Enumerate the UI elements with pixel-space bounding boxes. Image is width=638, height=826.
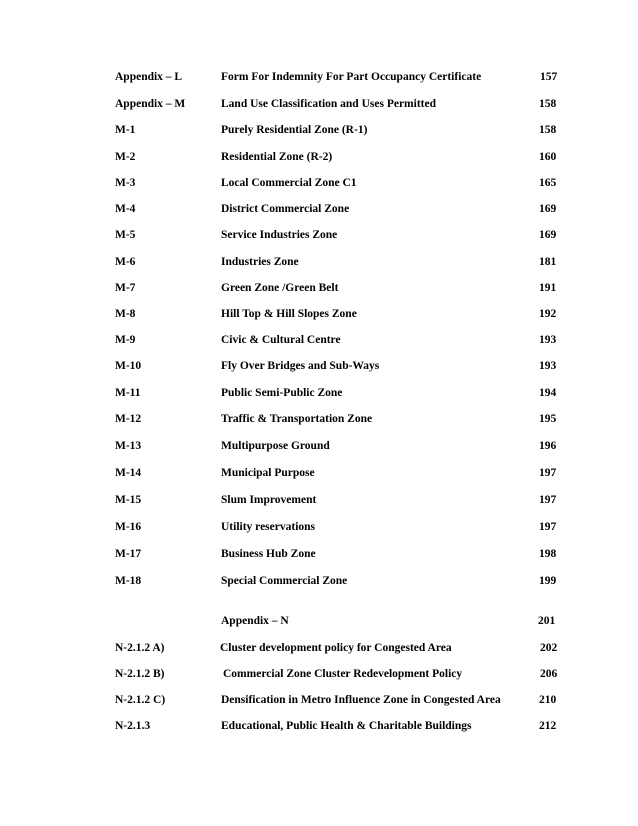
toc-code: N-2.1.2 A) (115, 642, 165, 654)
toc-row (0, 306, 638, 322)
toc-title: Industries Zone (221, 256, 299, 268)
toc-code: M-17 (115, 548, 142, 560)
toc-title: Multipurpose Ground (221, 440, 330, 452)
toc-page-number: 158 (539, 124, 557, 136)
toc-title: Hill Top & Hill Slopes Zone (221, 308, 357, 320)
toc-code: M-4 (115, 203, 136, 215)
toc-code: M-5 (115, 229, 136, 241)
toc-row (0, 385, 638, 401)
toc-title: Cluster development policy for Congested Area (220, 642, 452, 654)
toc-row (0, 692, 638, 708)
toc-row (0, 411, 638, 427)
toc-page-number: 206 (540, 668, 558, 680)
toc-row (0, 175, 638, 191)
toc-code: M-7 (115, 282, 136, 294)
toc-page-number: 160 (539, 151, 557, 163)
toc-row (0, 519, 638, 535)
toc-code: M-6 (115, 256, 136, 268)
toc-row (0, 358, 638, 374)
toc-code: M-10 (115, 360, 142, 372)
toc-row (0, 666, 638, 682)
toc-row (0, 438, 638, 454)
toc-page-number: 158 (539, 98, 557, 110)
toc-row (0, 96, 638, 112)
toc-title: Form For Indemnity For Part Occupancy Certificate (221, 71, 482, 83)
toc-code: N-2.1.2 C) (115, 694, 166, 706)
toc-code: M-13 (115, 440, 142, 452)
toc-row-appendix-heading (0, 613, 638, 629)
toc-page-number: 197 (539, 467, 557, 479)
toc-code: M-3 (115, 177, 136, 189)
toc-row (0, 201, 638, 217)
toc-page-number: 193 (539, 360, 557, 372)
toc-page-number: 194 (539, 387, 557, 399)
toc-title: Residential Zone (R-2) (221, 151, 333, 163)
toc-page-number: 192 (539, 308, 557, 320)
toc-code: N-2.1.2 B) (115, 668, 165, 680)
toc-page-number: 201 (538, 615, 556, 627)
toc-page-number: 157 (540, 71, 558, 83)
toc-page-number: 197 (539, 494, 557, 506)
toc-page-number: 202 (540, 642, 558, 654)
toc-title: Appendix – N (221, 615, 289, 627)
toc-code: M-12 (115, 413, 142, 425)
toc-title: Utility reservations (221, 521, 316, 533)
toc-row (0, 227, 638, 243)
toc-title: Purely Residential Zone (R-1) (221, 124, 368, 136)
toc-code: Appendix – L (115, 71, 183, 83)
toc-page-number: 165 (539, 177, 557, 189)
toc-row (0, 718, 638, 734)
toc-code: M-18 (115, 575, 142, 587)
toc-title: Commercial Zone Cluster Redevelopment Policy (223, 668, 463, 680)
toc-code: M-16 (115, 521, 142, 533)
toc-code: Appendix – M (115, 98, 186, 110)
toc-row (0, 69, 638, 85)
toc-title: Civic & Cultural Centre (221, 334, 341, 346)
toc-page-number: 199 (539, 575, 557, 587)
toc-title: Land Use Classification and Uses Permitted (221, 98, 436, 110)
toc-page-number: 210 (539, 694, 557, 706)
toc-page-number: 212 (539, 720, 557, 732)
toc-title: Slum Improvement (221, 494, 317, 506)
toc-title: District Commercial Zone (221, 203, 350, 215)
toc-title: Densification in Metro Influence Zone in Congested Area (221, 694, 501, 706)
toc-row (0, 149, 638, 165)
toc-title: Municipal Purpose (221, 467, 315, 479)
toc-title: Educational, Public Health & Charitable Buildings (221, 720, 472, 732)
toc-code: N-2.1.3 (115, 720, 151, 732)
toc-code: M-9 (115, 334, 136, 346)
toc-page-number: 169 (539, 229, 557, 241)
toc-code: M-15 (115, 494, 142, 506)
toc-row (0, 254, 638, 270)
toc-code: M-1 (115, 124, 136, 136)
toc-page-number: 193 (539, 334, 557, 346)
toc-title: Special Commercial Zone (221, 575, 348, 587)
toc-row (0, 546, 638, 562)
toc-title: Traffic & Transportation Zone (221, 413, 373, 425)
toc-title: Fly Over Bridges and Sub-Ways (221, 360, 380, 372)
toc-code: M-11 (115, 387, 141, 399)
toc-row (0, 465, 638, 481)
toc-page-number: 195 (539, 413, 557, 425)
toc-page-number: 197 (539, 521, 557, 533)
toc-code: M-2 (115, 151, 136, 163)
toc-title: Local Commercial Zone C1 (221, 177, 357, 189)
toc-page-number: 181 (539, 256, 557, 268)
toc-title: Public Semi-Public Zone (221, 387, 343, 399)
toc-title: Green Zone /Green Belt (221, 282, 339, 294)
toc-row (0, 640, 638, 656)
toc-row (0, 492, 638, 508)
toc-page-number: 169 (539, 203, 557, 215)
toc-code: M-8 (115, 308, 136, 320)
toc-row (0, 122, 638, 138)
toc-page-number: 191 (539, 282, 557, 294)
toc-row (0, 573, 638, 589)
toc-page-number: 196 (539, 440, 557, 452)
toc-title: Service Industries Zone (221, 229, 338, 241)
toc-page-number: 198 (539, 548, 557, 560)
toc-title: Business Hub Zone (221, 548, 316, 560)
toc-code: M-14 (115, 467, 142, 479)
toc-row (0, 332, 638, 348)
toc-row (0, 280, 638, 296)
